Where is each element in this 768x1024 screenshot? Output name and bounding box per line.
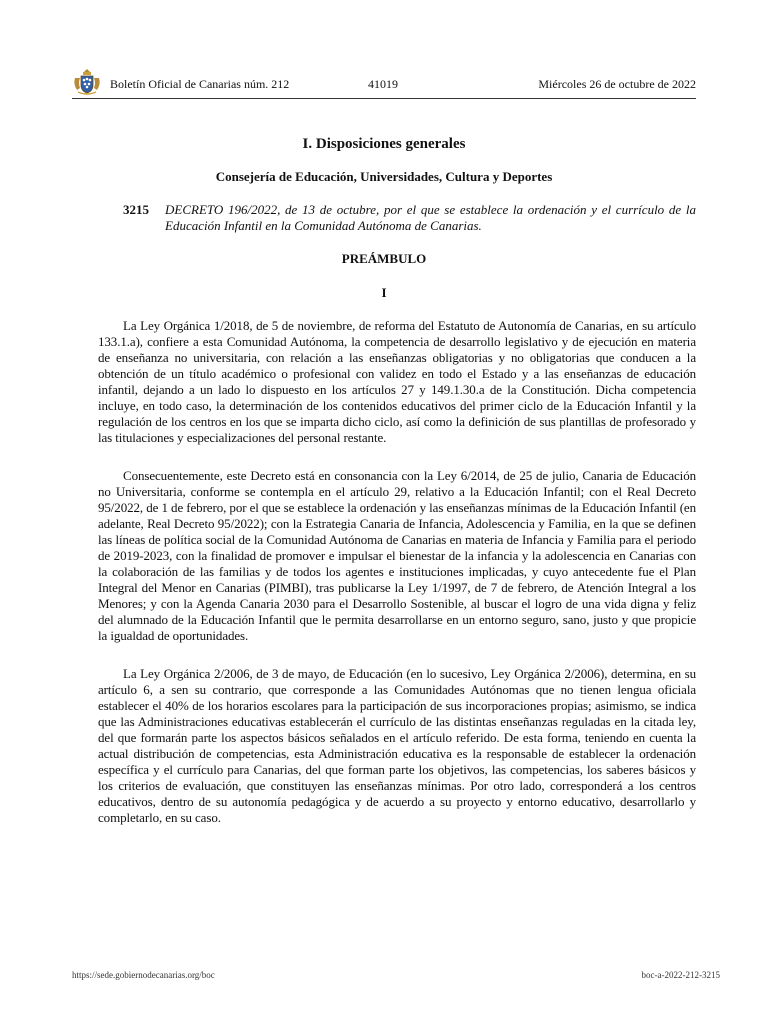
footer-code: boc-a-2022-212-3215: [641, 970, 720, 980]
decree-number: 3215: [123, 202, 149, 217]
paragraph-3: La Ley Orgánica 2/2006, de 3 de mayo, de Educación (en lo sucesivo, Ley Orgánica 2/2006), determina, en su artículo 6, a sen su contrario, que corresponde a las Comunidades Autónomas que no tienen lengua oficiala establecer el 40% de los horarios escolares para la participación de sus incorporaciones propias; asimismo, se indica que las Administraciones educativas establecerán el currículo de las distintas enseñanzas reguladas en la citada ley, del que formarán parte los aspectos básicos señalados en el artículo referido. De esta forma, teniendo en cuenta la actual distribución de competencias, esta Administración educativa es la responsable de establecer la ordenación específica y el currículo para Canarias, del que forman parte los objetivos, las competencias, los saberes básicos y los criterios de evaluación, que constituyen las enseñanzas mínimas. Por otro lado, corresponderá a los centros educativos, dentro de su autonomía pedagógica y de acuerdo a su proyecto y entorno educativo, desarrollarlo y completarlo, en su caso.: [98, 666, 696, 825]
paragraph-1: La Ley Orgánica 1/2018, de 5 de noviembre, de reforma del Estatuto de Autonomía de Canarias, en su artículo 133.1.a), confiere a esta Comunidad Autónoma, la competencia de desarrollo legislativo y de ejecución en materia de enseñanza no universitaria, con relación a las enseñanzas obligatorias y no obligatorias que conducen a la obtención de un título académico o profesional con validez en todo el Estado y a las enseñanzas de educación infantil, dejando a un lado lo dispuesto en los artículos 27 y 149.1.30.a de la Constitución. Dicha competencia incluye, en todo caso, la determinación de los contenidos educativos del primer ciclo de la Educación Infantil y la regulación de los centros en los que se imparta dicho ciclo, así como la definición de sus plantillas de profesorado y las titulaciones y especializaciones del personal restante.: [98, 318, 696, 445]
section-title: I. Disposiciones generales: [302, 136, 466, 152]
journal-name: Boletín Oficial de Canarias núm. 212: [110, 77, 290, 91]
coat-of-arms-icon: [72, 68, 102, 96]
roman-heading: I: [381, 285, 387, 300]
preamble-heading: PREÁMBULO: [341, 251, 427, 266]
publication-date: Miércoles 26 de octubre de 2022: [538, 77, 696, 91]
department-name: Consejería de Educación, Universidades, Cultura y Deportes: [215, 169, 553, 184]
page-number: 41019: [368, 77, 398, 91]
page-header: [72, 68, 696, 99]
decree-title: DECRETO 196/2022, de 13 de octubre, por el que se establece la ordenación y el currículo de la Educación Infantil en la Comunidad Autónoma de Canarias.: [165, 202, 696, 233]
footer-url-link[interactable]: https://sede.gobiernodecanarias.org/boc: [72, 970, 215, 980]
document-body: [98, 318, 696, 848]
paragraph-2: Consecuentemente, este Decreto está en consonancia con la Ley 6/2014, de 25 de julio, Canaria de Educación no Universitaria, conforme se contempla en el artículo 29, relativo a la Educación Infantil; con el Real Decreto 95/2022, de 1 de febrero, por el que se establece la ordenación y las enseñanzas mínimas de la Educación Infantil (en adelante, Real Decreto 95/2022); con la Estrategia Canaria de Infancia, Adolescencia y Familia, en la que se definen las líneas de política social de la Comunidad Autónoma de Canarias en materia de Infancia y Familia para el periodo de 2019-2023, con la finalidad de promover e impulsar el bienestar de la infancia y la adolescencia en Canarias con la colaboración de las familias y de todos los agentes e instituciones implicadas, y cuyo antecedente fue el Plan Integral del Menor en Canarias (PIMBI), tras publicarse la Ley 1/1997, de 7 de febrero, de Atención Integral a los Menores; y con la Agenda Canaria 2030 para el Desarrollo Sostenible, al buscar el logro de una vida digna y feliz del alumnado de la Educación Infantil que le permita desarrollarse en un entorno seguro, sano, justo y que propicie la igualdad de oportunidades.: [98, 468, 696, 643]
